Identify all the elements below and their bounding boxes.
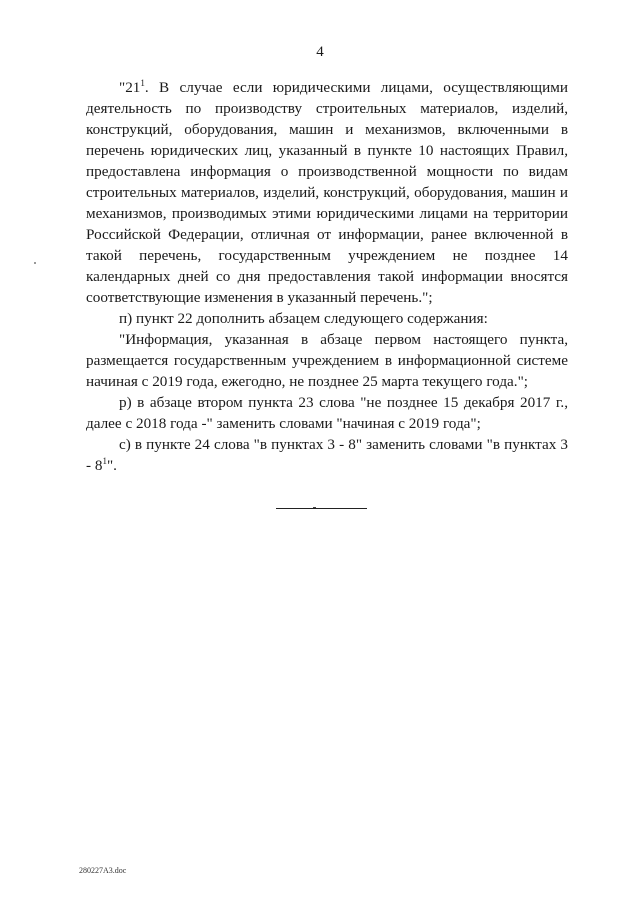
end-of-document-rule bbox=[276, 508, 367, 509]
paragraph-body: "Информация, указанная в абзаце первом настоящего пункта, размещается государственным учреждением в информационной системе начиная с 2019 года, ежегодно, не позднее 25 марта текущего года."; bbox=[86, 331, 568, 390]
paragraph-quote bbox=[86, 329, 568, 392]
rule-tick bbox=[313, 507, 316, 508]
superscript-marker: 1 bbox=[102, 455, 107, 466]
paragraph-p bbox=[86, 308, 568, 329]
page-number: 4 bbox=[316, 44, 324, 60]
paragraph-body: п) пункт 22 дополнить абзацем следующего содержания: bbox=[119, 310, 488, 327]
paragraph-body: р) в абзаце втором пункта 23 слова "не позднее 15 декабря 2017 г., далее с 2018 года -" заменить словами "начиная с 2019 года"; bbox=[86, 394, 568, 432]
paragraph-body: с) в пункте 24 слова "в пунктах 3 - 8" заменить словами "в пунктах 3 - 8 bbox=[86, 436, 568, 474]
paragraph-body: . В случае если юридическими лицами, осуществляющими деятельность по производству строительных материалов, изделий, конструкций, оборудования, машин и механизмов, включенными в перечень юридических лиц, указанный в пункте 10 настоящих Правил, предоставлена информация о производственной мощности по видам строительных материалов, изделий, конструкций, оборудования, машин и механизмов, производимых этими юридическими лицами на территории Российской Федерации, отличная от информации, ранее включенной в такой перечень, государственным учреждением не позднее 14 календарных дней со дня предоставления такой информации вносятся соответствующие изменения в указанный перечень."; bbox=[86, 79, 568, 306]
paragraph-r bbox=[86, 392, 568, 434]
paragraph-s bbox=[86, 434, 568, 476]
file-reference: 280227А3.doc bbox=[79, 866, 127, 875]
paragraph-lead: "21 bbox=[119, 79, 141, 96]
scan-artifact bbox=[34, 262, 36, 264]
paragraph-tail: ". bbox=[106, 457, 117, 474]
paragraph-21-1 bbox=[86, 77, 568, 308]
superscript-marker: 1 bbox=[140, 77, 145, 88]
